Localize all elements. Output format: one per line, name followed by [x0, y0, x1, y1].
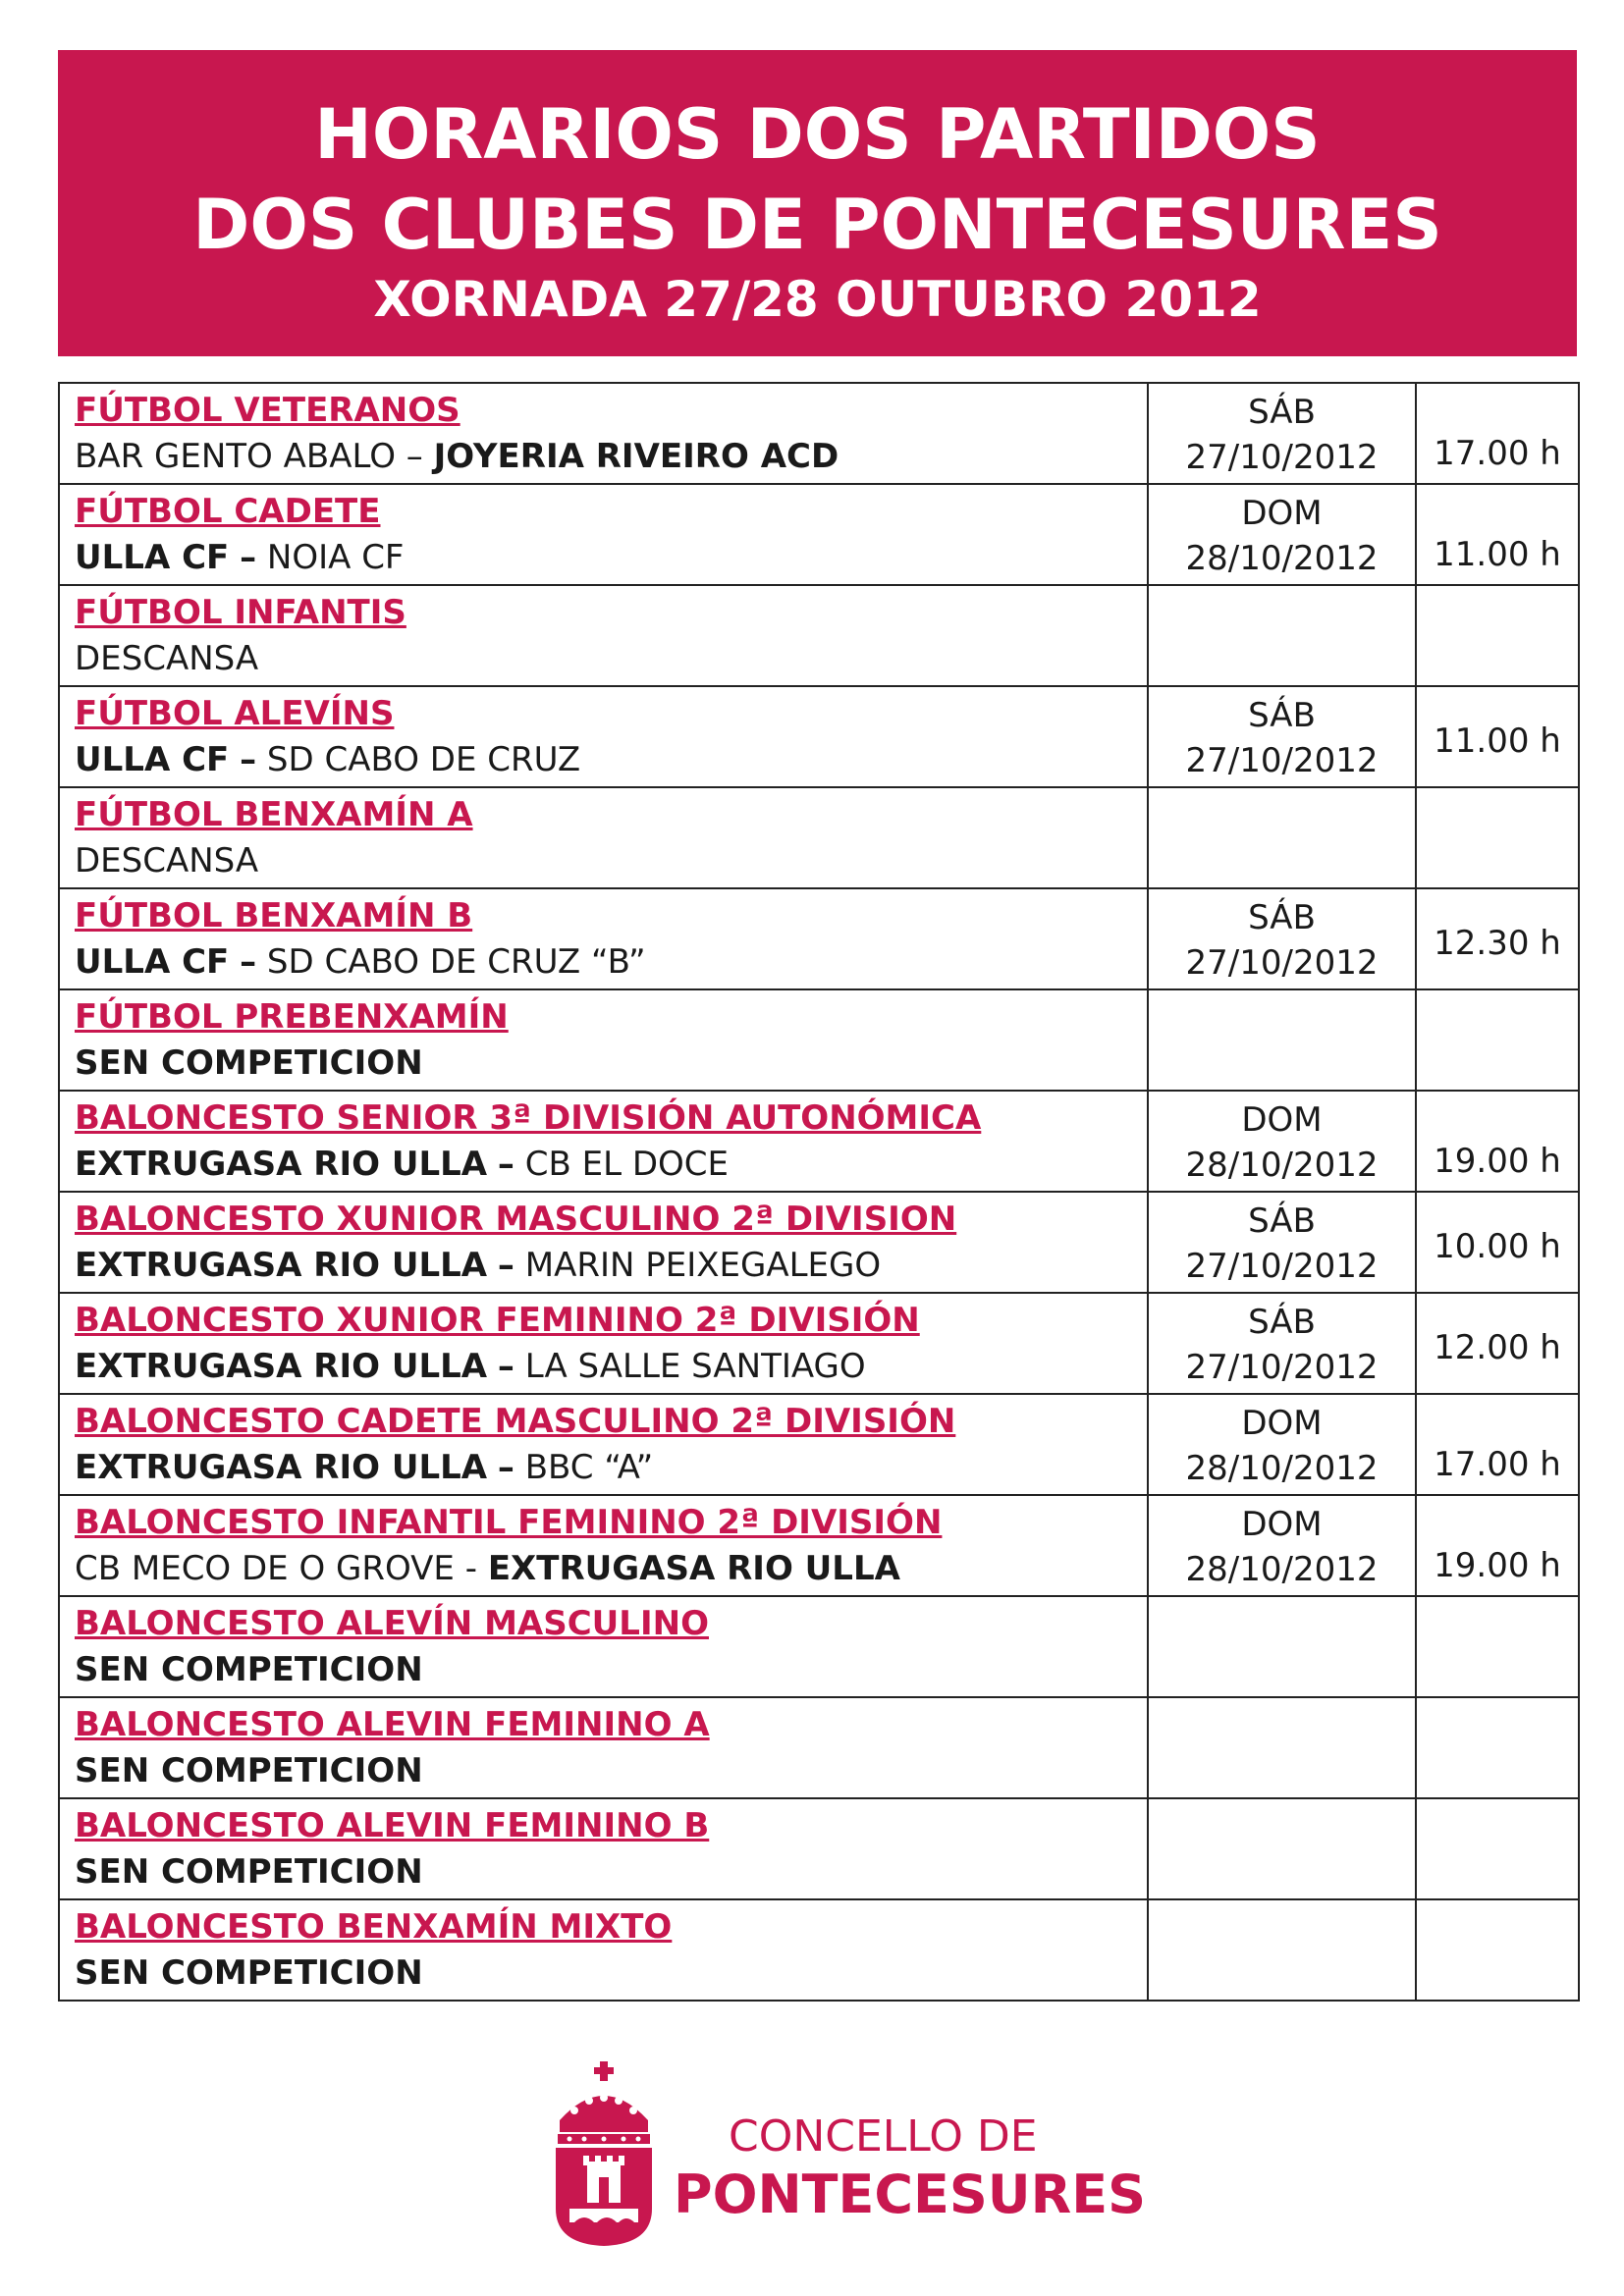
match-teams	[75, 1949, 1147, 1997]
match-cell	[59, 787, 1148, 888]
table-row	[59, 585, 1579, 686]
match-teams	[75, 635, 1147, 682]
team-away: JOYERIA RIVEIRO ACD	[433, 437, 839, 476]
time-cell	[1416, 1192, 1579, 1293]
date-cell	[1148, 1394, 1416, 1495]
match-cell	[59, 1596, 1148, 1697]
match-status: DESCANSA	[75, 639, 259, 678]
match-date: 28/10/2012	[1185, 539, 1379, 578]
table-row	[59, 484, 1579, 585]
category-label: FÚTBOL BENXAMÍN B	[75, 896, 473, 935]
team-home: ULLA CF	[75, 538, 230, 577]
match-teams	[75, 1141, 1147, 1188]
team-separator: –	[240, 538, 257, 577]
match-cell	[59, 1394, 1148, 1495]
match-day: SÁB	[1248, 696, 1316, 735]
match-date: 27/10/2012	[1185, 438, 1379, 477]
time-cell	[1416, 1394, 1579, 1495]
match-time: 19.00 h	[1434, 1546, 1561, 1585]
match-cell	[59, 1697, 1148, 1798]
time-cell	[1416, 1697, 1579, 1798]
table-row	[59, 1899, 1579, 2001]
team-separator: –	[497, 1448, 514, 1487]
match-date: 27/10/2012	[1185, 741, 1379, 780]
table-row	[59, 1091, 1579, 1192]
title-line-1: HORARIOS DOS PARTIDOS	[314, 94, 1321, 175]
table-row	[59, 989, 1579, 1091]
date-cell	[1148, 383, 1416, 484]
time-cell	[1416, 888, 1579, 989]
match-cell	[59, 1495, 1148, 1596]
match-day: DOM	[1241, 1404, 1323, 1443]
match-time: 17.00 h	[1434, 1445, 1561, 1484]
footer-line-1: CONCELLO DE	[729, 2111, 1038, 2162]
match-status: DESCANSA	[75, 841, 259, 881]
category-label: BALONCESTO BENXAMÍN MIXTO	[75, 1907, 673, 1947]
match-teams	[75, 433, 1147, 480]
table-row	[59, 686, 1579, 787]
table-row	[59, 1495, 1579, 1596]
team-away: MARIN PEIXEGALEGO	[524, 1246, 882, 1285]
table-row	[59, 1293, 1579, 1394]
category-label: BALONCESTO XUNIOR FEMININO 2ª DIVISIÓN	[75, 1301, 920, 1340]
match-status: SEN COMPETICION	[75, 1650, 423, 1689]
match-date: 27/10/2012	[1185, 1247, 1379, 1286]
team-home: CB MECO DE O GROVE	[75, 1549, 455, 1588]
team-away: SD CABO DE CRUZ	[266, 740, 581, 779]
team-separator: –	[497, 1246, 514, 1285]
match-teams	[75, 837, 1147, 884]
match-status: SEN COMPETICION	[75, 1852, 423, 1892]
table-row	[59, 1596, 1579, 1697]
match-day: DOM	[1241, 494, 1323, 533]
match-time: 12.00 h	[1434, 1328, 1561, 1367]
match-time: 12.30 h	[1434, 924, 1561, 963]
match-teams	[75, 736, 1147, 783]
match-teams	[75, 1242, 1147, 1289]
match-teams	[75, 1848, 1147, 1896]
match-teams	[75, 1646, 1147, 1693]
category-label: FÚTBOL CADETE	[75, 492, 381, 531]
table-row	[59, 1697, 1579, 1798]
date-cell	[1148, 585, 1416, 686]
team-away: NOIA CF	[266, 538, 405, 577]
match-time: 10.00 h	[1434, 1227, 1561, 1266]
match-teams	[75, 1444, 1147, 1491]
team-home: ULLA CF	[75, 942, 230, 982]
coat-of-arms-logo	[550, 2061, 658, 2248]
table-row	[59, 1798, 1579, 1899]
title-line-3: XORNADA 27/28 OUTUBRO 2012	[373, 271, 1262, 328]
team-away: LA SALLE SANTIAGO	[524, 1347, 866, 1386]
time-cell	[1416, 686, 1579, 787]
team-away: CB EL DOCE	[524, 1145, 730, 1184]
match-teams	[75, 1040, 1147, 1087]
match-cell	[59, 888, 1148, 989]
table-row	[59, 787, 1579, 888]
category-label: BALONCESTO XUNIOR MASCULINO 2ª DIVISION	[75, 1200, 957, 1239]
match-cell	[59, 686, 1148, 787]
match-status: SEN COMPETICION	[75, 1751, 423, 1790]
date-cell	[1148, 484, 1416, 585]
team-home: ULLA CF	[75, 740, 230, 779]
match-time: 19.00 h	[1434, 1142, 1561, 1181]
date-cell	[1148, 787, 1416, 888]
time-cell	[1416, 1596, 1579, 1697]
match-status: SEN COMPETICION	[75, 1043, 423, 1083]
time-cell	[1416, 1899, 1579, 2001]
table-row	[59, 1394, 1579, 1495]
date-cell	[1148, 1697, 1416, 1798]
match-day: SÁB	[1248, 393, 1316, 432]
team-away: EXTRUGASA RIO ULLA	[487, 1549, 900, 1588]
team-away: BBC “A”	[524, 1448, 654, 1487]
team-separator: –	[240, 740, 257, 779]
category-label: BALONCESTO INFANTIL FEMININO 2ª DIVISIÓN	[75, 1503, 943, 1542]
team-separator: –	[497, 1145, 514, 1184]
category-label: BALONCESTO ALEVÍN MASCULINO	[75, 1604, 709, 1643]
match-cell	[59, 484, 1148, 585]
team-separator: -	[464, 1549, 478, 1588]
match-teams	[75, 1545, 1147, 1592]
date-cell	[1148, 1798, 1416, 1899]
team-home: EXTRUGASA RIO ULLA	[75, 1448, 488, 1487]
match-day: DOM	[1241, 1505, 1323, 1544]
category-label: FÚTBOL PREBENXAMÍN	[75, 997, 509, 1037]
category-label: FÚTBOL VETERANOS	[75, 391, 460, 430]
time-cell	[1416, 383, 1579, 484]
time-cell	[1416, 1798, 1579, 1899]
match-cell	[59, 1091, 1148, 1192]
match-date: 28/10/2012	[1185, 1449, 1379, 1488]
match-teams	[75, 1747, 1147, 1794]
category-label: FÚTBOL INFANTIS	[75, 593, 406, 632]
date-cell	[1148, 686, 1416, 787]
match-teams	[75, 1343, 1147, 1390]
date-cell	[1148, 888, 1416, 989]
match-teams	[75, 534, 1147, 581]
match-cell	[59, 1192, 1148, 1293]
match-cell	[59, 989, 1148, 1091]
time-cell	[1416, 787, 1579, 888]
time-cell	[1416, 585, 1579, 686]
match-cell	[59, 383, 1148, 484]
match-date: 28/10/2012	[1185, 1146, 1379, 1185]
team-separator: –	[406, 437, 423, 476]
match-cell	[59, 1899, 1148, 2001]
match-day: SÁB	[1248, 898, 1316, 937]
match-time: 17.00 h	[1434, 434, 1561, 473]
team-home: BAR GENTO ABALO	[75, 437, 396, 476]
category-label: BALONCESTO SENIOR 3ª DIVISIÓN AUTONÓMICA	[75, 1098, 982, 1138]
date-cell	[1148, 1293, 1416, 1394]
title-line-2: DOS CLUBES DE PONTECESURES	[192, 185, 1442, 265]
date-cell	[1148, 1596, 1416, 1697]
match-cell	[59, 1293, 1148, 1394]
time-cell	[1416, 1091, 1579, 1192]
match-time: 11.00 h	[1434, 721, 1561, 761]
team-separator: –	[240, 942, 257, 982]
match-day: DOM	[1241, 1100, 1323, 1140]
team-home: EXTRUGASA RIO ULLA	[75, 1347, 488, 1386]
title-banner	[58, 50, 1577, 356]
coat-of-arms-icon	[550, 2061, 658, 2248]
match-day: SÁB	[1248, 1201, 1316, 1241]
footer-text	[674, 2110, 1146, 2226]
date-cell	[1148, 1899, 1416, 2001]
footer-line-2: PONTECESURES	[674, 2163, 1147, 2225]
category-label: BALONCESTO CADETE MASCULINO 2ª DIVISIÓN	[75, 1402, 956, 1441]
match-cell	[59, 585, 1148, 686]
time-cell	[1416, 989, 1579, 1091]
match-cell	[59, 1798, 1148, 1899]
table-row	[59, 1192, 1579, 1293]
team-separator: –	[497, 1347, 514, 1386]
table-row	[59, 888, 1579, 989]
category-label: BALONCESTO ALEVIN FEMININO A	[75, 1705, 710, 1744]
team-home: EXTRUGASA RIO ULLA	[75, 1246, 488, 1285]
match-time: 11.00 h	[1434, 535, 1561, 574]
time-cell	[1416, 1495, 1579, 1596]
date-cell	[1148, 989, 1416, 1091]
time-cell	[1416, 484, 1579, 585]
match-date: 27/10/2012	[1185, 943, 1379, 983]
match-day: SÁB	[1248, 1303, 1316, 1342]
category-label: BALONCESTO ALEVIN FEMININO B	[75, 1806, 710, 1845]
match-date: 28/10/2012	[1185, 1550, 1379, 1589]
time-cell	[1416, 1293, 1579, 1394]
category-label: FÚTBOL ALEVÍNS	[75, 694, 395, 733]
team-home: EXTRUGASA RIO ULLA	[75, 1145, 488, 1184]
match-teams	[75, 938, 1147, 986]
date-cell	[1148, 1091, 1416, 1192]
date-cell	[1148, 1495, 1416, 1596]
date-cell	[1148, 1192, 1416, 1293]
category-label: FÚTBOL BENXAMÍN A	[75, 795, 473, 834]
match-date: 27/10/2012	[1185, 1348, 1379, 1387]
table-row	[59, 383, 1579, 484]
team-away: SD CABO DE CRUZ “B”	[266, 942, 646, 982]
match-status: SEN COMPETICION	[75, 1953, 423, 1993]
schedule-table	[58, 382, 1580, 2002]
